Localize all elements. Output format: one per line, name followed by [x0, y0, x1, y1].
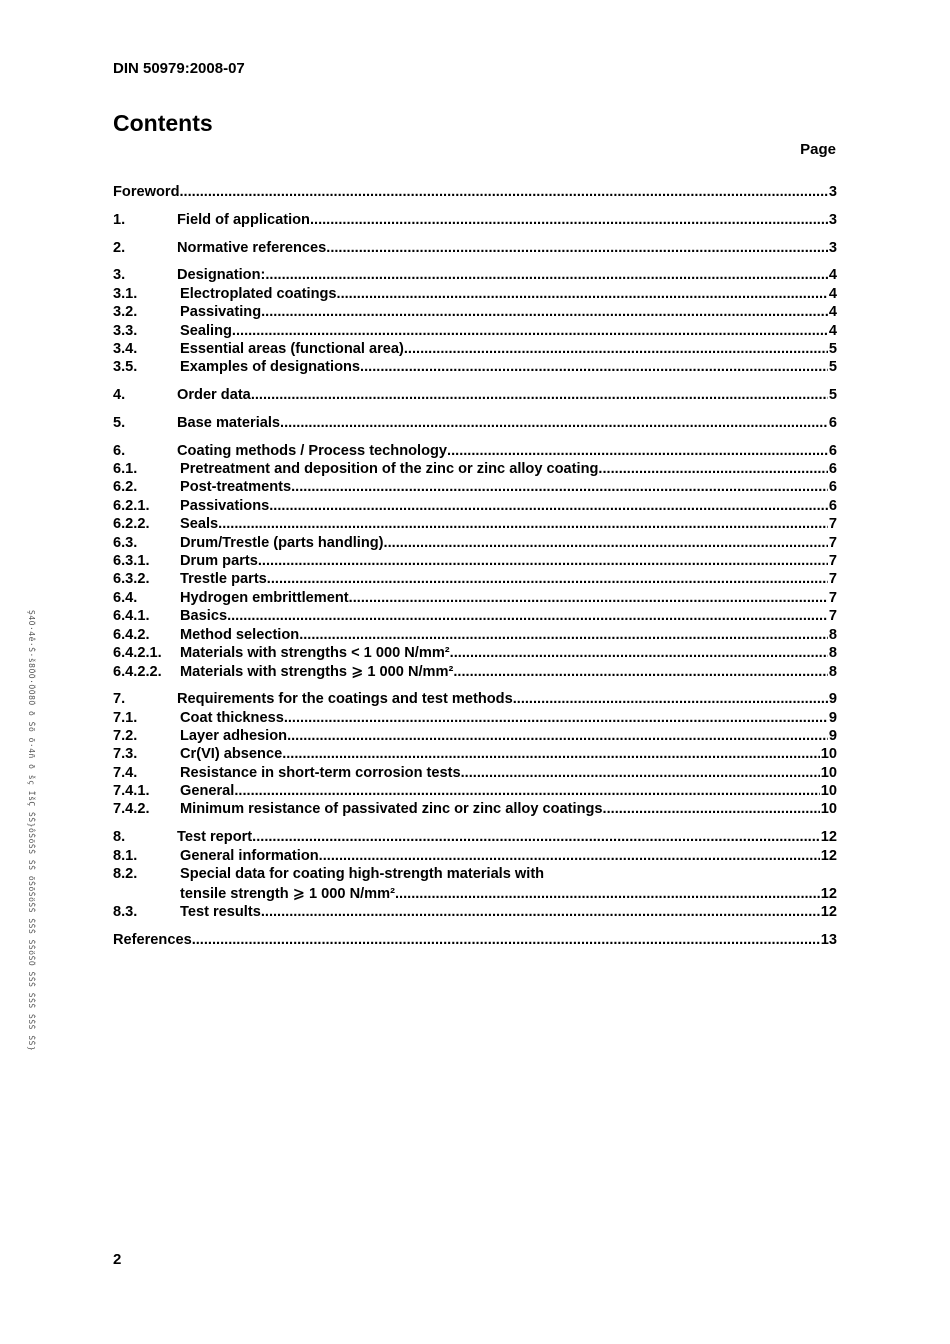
toc-entry-page: 7 [828, 589, 837, 606]
toc-entry-title: Special data for coating high-strength materials with [180, 866, 545, 883]
toc-leader-dots [179, 184, 827, 200]
toc-entry-title: Field of application [177, 211, 310, 228]
toc-entry[interactable] [113, 783, 837, 801]
toc-leader-dots [513, 691, 828, 707]
toc-leader-dots [227, 608, 828, 624]
toc-entry-page: 6 [828, 479, 837, 496]
toc-entry-number: 6.4.2.2. [113, 664, 162, 681]
toc-entry-title: Foreword [113, 184, 180, 200]
toc-entry-number: 6.4.2.1. [113, 644, 162, 661]
toc-entry-title: Drum/Trestle (parts handling) [180, 534, 384, 551]
toc-entry-page: 10 [820, 783, 837, 800]
toc-entry-title: Coat thickness [180, 709, 284, 726]
toc-entry-page: 8 [828, 664, 837, 681]
toc-entry[interactable] [113, 323, 837, 341]
toc-entry-title-continued: tensile strength ⩾ 1 000 N/mm² [180, 886, 395, 903]
toc-entry-title: Sealing [180, 322, 232, 339]
toc-entry-page: 4 [828, 285, 837, 302]
toc-entry[interactable] [113, 932, 837, 950]
toc-leader-dots [453, 664, 828, 680]
toc-entry-page: 7 [828, 571, 837, 588]
toc-entry-page: 7 [828, 608, 837, 625]
toc-entry-page: 8 [828, 626, 837, 643]
toc-entry-title: References [113, 931, 192, 948]
toc-leader-dots [291, 479, 828, 495]
toc-entry-page: 10 [820, 746, 837, 763]
toc-leader-dots [280, 415, 828, 431]
toc-entry-number: 7.2. [113, 727, 138, 744]
toc-entry[interactable] [113, 443, 837, 461]
toc-entry[interactable] [113, 304, 837, 322]
toc-leader-dots [603, 801, 820, 817]
toc-entry-page: 4 [828, 322, 837, 339]
toc-entry-title: Test results [180, 903, 261, 920]
toc-entry-number: 3.1. [113, 285, 138, 302]
toc-entry-page: 7 [828, 516, 837, 533]
toc-entry-page: 5 [828, 387, 837, 404]
toc-entry[interactable] [113, 184, 837, 202]
toc-leader-dots [252, 829, 820, 845]
toc-entry-number: 3.3. [113, 322, 138, 339]
toc-leader-dots [326, 240, 828, 256]
toc-entry-title: Basics [180, 608, 228, 625]
toc-entry-number: 8.1. [113, 847, 138, 864]
toc-leader-dots [232, 323, 828, 339]
toc-entry[interactable] [113, 829, 837, 847]
toc-entry-title: Hydrogen embrittlement [180, 589, 349, 606]
toc-entry[interactable] [113, 415, 837, 433]
toc-entry-title: Normative references [177, 239, 327, 256]
toc-leader-dots [267, 571, 828, 587]
toc-entry-title: Essential areas (functional area) [180, 340, 404, 357]
toc-entry-title: Order data [177, 387, 251, 404]
toc-entry[interactable] [113, 553, 837, 571]
toc-entry-number: 1. [113, 211, 126, 228]
toc-leader-dots [319, 848, 820, 864]
toc-entry-page: 3 [828, 239, 837, 256]
toc-entry-title: General [180, 783, 235, 800]
side-watermark: Ş4Ö·4ê·Š·š8ÕÖ·ÕÖ8Ö ð Šõ õ·4ñ ð šç ÏšÇ ŠŠ}ôŠöŠŠ ŠŠ õŠõŠöŠŠ ŠŠŠ ŠŠöŠÔ ŠŠŠ ŠŠŠ ŠŠŠ ŠŠ} [27, 610, 36, 1052]
toc-leader-dots [282, 746, 820, 762]
page-title: Contents [113, 110, 213, 136]
toc-entry-number: 6.4.1. [113, 608, 150, 625]
toc-leader-dots [284, 710, 828, 726]
toc-leader-dots [349, 590, 828, 606]
toc-entry[interactable] [113, 267, 837, 285]
toc-leader-dots [218, 516, 828, 532]
toc-entry-number: 3. [113, 267, 126, 284]
toc-entry-page: 6 [828, 442, 837, 459]
toc-entry[interactable] [113, 691, 837, 709]
toc-entry-number: 7. [113, 691, 126, 708]
toc-entry-page: 7 [828, 552, 837, 569]
page-number: 2 [113, 1251, 122, 1268]
toc-entry-number: 6.4. [113, 589, 138, 606]
toc-entry-page: 12 [820, 829, 837, 846]
toc-entry-title: Coating methods / Process technology [177, 442, 448, 459]
toc-entry[interactable] [113, 498, 837, 516]
toc-entry[interactable] [113, 801, 837, 819]
toc-leader-dots [287, 728, 828, 744]
toc-entry-title: General information [180, 847, 319, 864]
document-id: DIN 50979:2008-07 [113, 60, 245, 77]
toc-entry-page: 4 [828, 267, 837, 284]
toc-entry-number: 6.3.2. [113, 571, 150, 588]
toc-entry[interactable] [113, 479, 837, 497]
toc-entry[interactable] [113, 848, 837, 866]
toc-entry-title: Drum parts [180, 552, 258, 569]
toc-entry-number: 7.3. [113, 746, 138, 763]
toc-leader-dots [261, 904, 820, 920]
toc-entry-title: Electroplated coatings [180, 285, 337, 302]
toc-entry-title: Materials with strengths ⩾ 1 000 N/mm² [180, 664, 454, 681]
toc-leader-dots [384, 535, 828, 551]
toc-entry-page: 9 [828, 727, 837, 744]
toc-entry-title: Passivating [180, 304, 262, 321]
toc-entry-title: Seals [180, 516, 219, 533]
toc-leader-dots [261, 304, 828, 320]
toc-entry-page: 12 [820, 847, 837, 864]
toc-entry-number: 2. [113, 239, 126, 256]
toc-entry-title: Method selection [180, 626, 300, 643]
toc-entry-title: Passivations [180, 497, 270, 514]
toc-entry-page: 3 [828, 211, 837, 228]
toc-entry[interactable] [113, 516, 837, 534]
page-column-header: Page [800, 141, 836, 158]
toc-leader-dots [265, 267, 828, 283]
toc-entry[interactable] [113, 663, 837, 681]
toc-entry[interactable] [113, 212, 837, 230]
toc-entry-number: 6.2.1. [113, 497, 150, 514]
toc-leader-dots [310, 212, 828, 228]
toc-entry[interactable] [113, 765, 837, 783]
toc-entry[interactable] [113, 590, 837, 608]
toc-entry-number: 6.2.2. [113, 516, 150, 533]
toc-entry-number: 8.2. [113, 866, 138, 883]
toc-entry[interactable] [113, 571, 837, 589]
toc-entry-title: Pretreatment and deposition of the zinc or zinc alloy coating [180, 461, 599, 478]
toc-entry[interactable] [113, 387, 837, 405]
toc-entry-title: Post-treatments [180, 479, 292, 496]
toc-entry-number: 7.4.1. [113, 783, 150, 800]
toc-entry-page: 9 [828, 691, 837, 708]
toc-entry-title: Requirements for the coatings and test methods [177, 691, 513, 708]
toc-entry[interactable] [113, 866, 837, 884]
toc-entry-page: 6 [828, 461, 837, 478]
toc-entry-number: 7.4. [113, 764, 138, 781]
toc-leader-dots [192, 932, 820, 948]
toc-entry-number: 3.4. [113, 340, 138, 357]
toc-entry[interactable] [113, 645, 837, 663]
toc-leader-dots [395, 886, 820, 902]
toc-entry-page: 7 [828, 534, 837, 551]
toc-entry-page: 6 [828, 414, 837, 431]
toc-leader-dots [404, 341, 828, 357]
toc-entry-title: Base materials [177, 414, 281, 431]
toc-entry-title: Layer adhesion [180, 727, 288, 744]
toc-leader-dots [258, 553, 828, 569]
toc-leader-dots [269, 498, 828, 514]
toc-entry-number: 8. [113, 829, 126, 846]
toc-entry[interactable] [113, 728, 837, 746]
toc-entry-page: 10 [820, 801, 837, 818]
toc-entry[interactable] [113, 608, 837, 626]
toc-entry-page: 3 [828, 184, 837, 200]
toc-leader-dots [598, 461, 827, 477]
toc-entry-number: 5. [113, 414, 126, 431]
toc-entry[interactable] [113, 535, 837, 553]
toc-leader-dots [251, 387, 828, 403]
toc-entry-number: 6.1. [113, 461, 138, 478]
toc-leader-dots [234, 783, 819, 799]
toc-entry-title: Minimum resistance of passivated zinc or zinc alloy coatings [180, 801, 603, 818]
toc-entry-page: 13 [820, 931, 837, 948]
toc-entry-number: 6. [113, 442, 126, 459]
toc-entry-page: 5 [828, 340, 837, 357]
toc-entry-page: 12 [820, 886, 837, 903]
toc-entry-page: 6 [828, 497, 837, 514]
toc-entry[interactable] [113, 627, 837, 645]
toc-leader-dots [360, 359, 828, 375]
toc-entry-title: Examples of designations [180, 359, 361, 376]
toc-entry[interactable] [113, 341, 837, 359]
toc-leader-dots [299, 627, 828, 643]
toc-entry[interactable] [113, 710, 837, 728]
toc-entry-title: Test report [177, 829, 253, 846]
toc-entry-title: Materials with strengths < 1 000 N/mm² [180, 644, 450, 661]
toc-entry-number: 8.3. [113, 903, 138, 920]
toc-entry-number: 7.1. [113, 709, 138, 726]
toc-entry-number: 4. [113, 387, 126, 404]
toc-entry-page: 8 [828, 644, 837, 661]
toc-entry-number: 6.3.1. [113, 552, 150, 569]
toc-entry-page: 4 [828, 304, 837, 321]
toc-entry[interactable] [113, 286, 837, 304]
toc-entry-number: 3.2. [113, 304, 138, 321]
toc-entry-title: Resistance in short-term corrosion tests [180, 764, 461, 781]
toc-entry[interactable] [113, 904, 837, 922]
toc-entry-page: 12 [820, 903, 837, 920]
toc-entry-title: Designation: [177, 267, 266, 284]
toc-leader-dots [447, 443, 828, 459]
toc-entry-number: 7.4.2. [113, 801, 150, 818]
toc-entry-number: 3.5. [113, 359, 138, 376]
toc-entry-number: 6.4.2. [113, 626, 150, 643]
toc-entry-continuation[interactable] [113, 885, 837, 903]
toc-entry-page: 5 [828, 359, 837, 376]
toc-leader-dots [461, 765, 820, 781]
toc-entry[interactable] [113, 461, 837, 479]
table-of-contents [113, 184, 837, 950]
toc-entry[interactable] [113, 240, 837, 258]
toc-entry-title: Cr(VI) absence [180, 746, 283, 763]
toc-entry-page: 9 [828, 709, 837, 726]
toc-entry[interactable] [113, 746, 837, 764]
toc-entry-title: Trestle parts [180, 571, 267, 588]
toc-entry-number: 6.3. [113, 534, 138, 551]
toc-leader-dots [337, 286, 828, 302]
toc-entry-number: 6.2. [113, 479, 138, 496]
toc-leader-dots [450, 645, 828, 661]
toc-entry[interactable] [113, 359, 837, 377]
toc-entry-page: 10 [820, 764, 837, 781]
